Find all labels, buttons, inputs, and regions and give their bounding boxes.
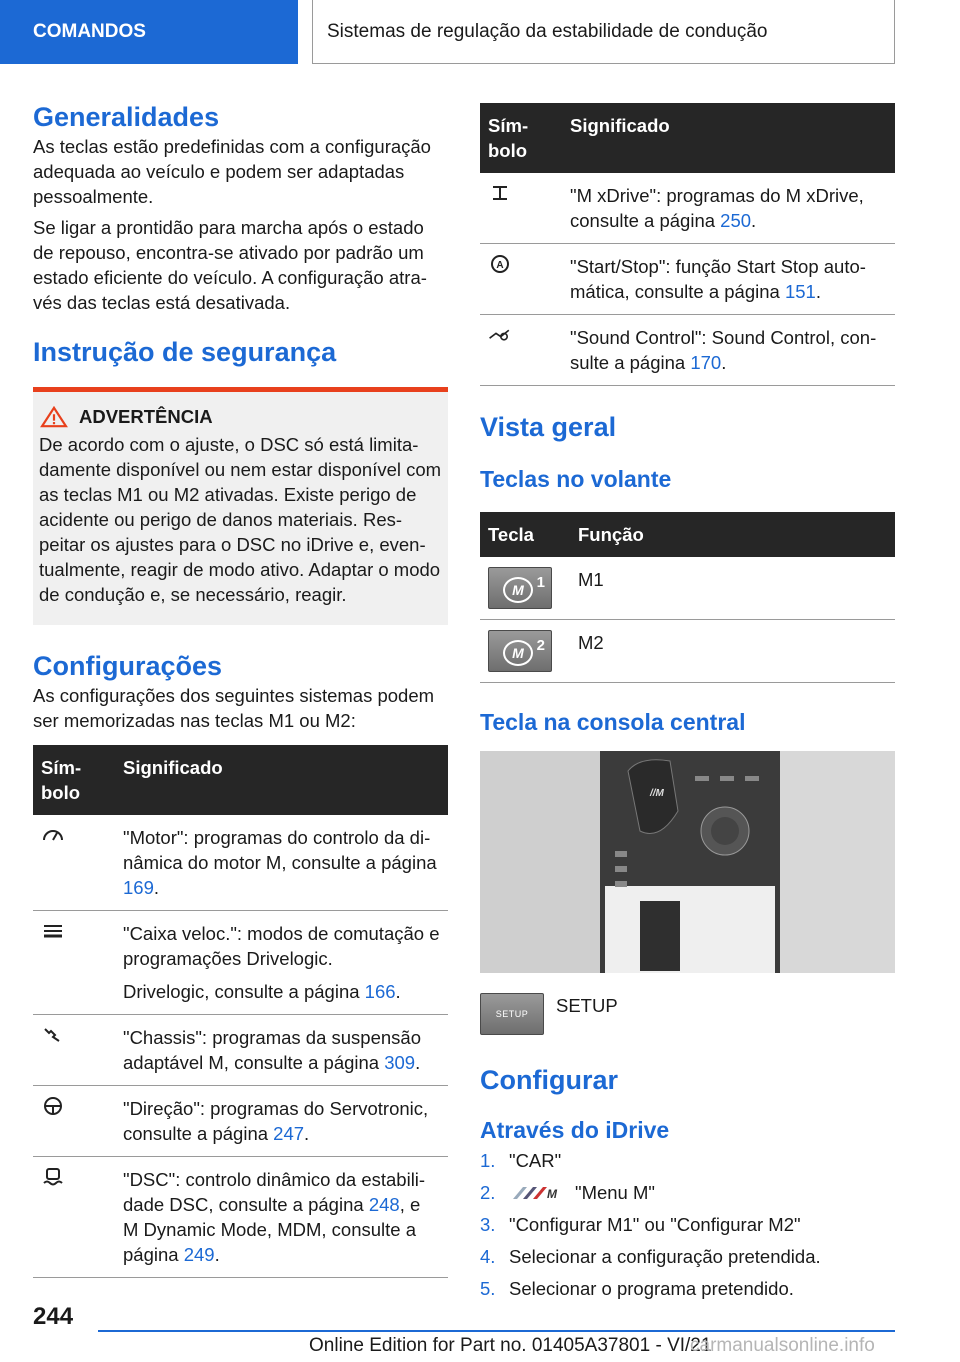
setup-key-icon: SETUP xyxy=(480,993,544,1035)
settings-table-continued xyxy=(480,103,895,386)
heading-seguranca: Instrução de segurança xyxy=(33,337,337,367)
heading-configurar: Configurar xyxy=(480,1065,618,1095)
heading-vista-geral: Vista geral xyxy=(480,412,617,442)
page-ref[interactable]: 170 xyxy=(690,352,722,373)
svg-text://M: //M xyxy=(650,788,664,799)
suspension-icon xyxy=(41,1025,65,1045)
footer-watermark: carmanualsonline.info xyxy=(690,1335,875,1356)
table-row: "DSC": controlo dinâmico da estabilidade DSC, consulte a página 248, e M Dynamic Mode, MDM, consulte a página 249. xyxy=(33,1157,448,1278)
m-menu-logo-icon xyxy=(509,1185,565,1201)
col-meaning: Significado xyxy=(115,745,448,815)
warning-header xyxy=(39,406,442,428)
footer-rule xyxy=(98,1330,895,1332)
page-ref[interactable]: 166 xyxy=(364,981,396,1002)
paragraph: As configurações dos seguintes sistemas podem ser memorizadas nas teclas M1 ou M2: xyxy=(33,685,435,731)
section-title-label: Sistemas de regulação da estabilidade de condução xyxy=(327,20,768,42)
subheading-idrive: Através do iDrive xyxy=(480,1117,670,1143)
keys-table xyxy=(480,512,895,683)
warning-title: ADVERTÊNCIA xyxy=(79,406,213,427)
left-column xyxy=(33,100,448,1278)
svg-text:A: A xyxy=(496,260,504,271)
table-row: A "Start/Stop": função Start Stop automática, consulte a página 151. xyxy=(480,244,895,315)
page-ref[interactable]: 151 xyxy=(784,281,816,302)
engine-gauge-icon xyxy=(41,825,65,845)
list-item: 1. "CAR" xyxy=(480,1150,562,1171)
table-row xyxy=(480,557,895,620)
setup-label: SETUP xyxy=(556,995,618,1016)
steps-list xyxy=(480,1145,895,1305)
steering-wheel-icon xyxy=(41,1096,65,1116)
page-ref[interactable]: 250 xyxy=(720,210,752,231)
page-ref[interactable]: 248 xyxy=(368,1194,400,1215)
center-console-photo xyxy=(480,751,895,973)
chapter-tab xyxy=(0,0,298,64)
xdrive-icon xyxy=(488,183,512,203)
chapter-label: COMANDOS xyxy=(33,21,146,42)
key-function: M2 xyxy=(570,620,895,683)
m1-key-icon: M 1 xyxy=(488,567,552,609)
table-row: "Sound Control": Sound Control, consulte a página 170. xyxy=(480,315,895,386)
table-row: "Chassis": programas da suspensão adaptável M, consulte a página 309. xyxy=(33,1015,448,1086)
table-row xyxy=(480,620,895,683)
paragraph: Se ligar a prontidão para marcha após o estado de repouso, encontra-se ativado por padrão um estado eficiente do veículo. A configuração através das teclas está desativada. xyxy=(33,217,427,313)
sound-control-icon xyxy=(488,325,512,345)
col-key: Tecla xyxy=(480,512,570,557)
section-title xyxy=(312,0,895,64)
heading-generalidades: Generalidades xyxy=(33,102,220,132)
col-symbol: Símbolo xyxy=(480,103,562,173)
list-item: 2. M "Menu M" xyxy=(480,1182,655,1203)
list-item: 3. "Configurar M1" ou "Configurar M2" xyxy=(480,1214,801,1235)
list-item: 4. Selecionar a configuração pretendida. xyxy=(480,1246,821,1267)
heading-configuracoes: Configurações xyxy=(33,651,223,681)
warning-box xyxy=(33,387,448,625)
page-ref[interactable]: 309 xyxy=(384,1052,416,1073)
subheading-consola: Tecla na consola central xyxy=(480,709,746,735)
right-column xyxy=(480,103,895,1305)
table-row: "Direção": programas do Servotronic, consulte a página 247. xyxy=(33,1086,448,1157)
subheading-teclas-volante: Teclas no volante xyxy=(480,466,672,492)
gearbox-icon xyxy=(41,921,65,941)
dsc-icon xyxy=(41,1167,65,1187)
key-function: M1 xyxy=(570,557,895,620)
page-number: 244 xyxy=(33,1303,74,1330)
m2-key-icon: M 2 xyxy=(488,630,552,672)
page-ref[interactable]: 169 xyxy=(123,877,154,898)
table-row: "Caixa veloc.": modos de comutação e programações Drivelogic. Drivelogic, consulte a página 166. xyxy=(33,911,448,1015)
svg-text:M: M xyxy=(547,1187,557,1201)
col-meaning: Significado xyxy=(562,103,895,173)
list-item: 5. Selecionar o programa pretendido. xyxy=(480,1278,794,1299)
col-symbol: Símbolo xyxy=(33,745,115,815)
page-ref[interactable]: 247 xyxy=(273,1123,305,1144)
footer-edition: Online Edition for Part no. 01405A37801 - VI/21 xyxy=(309,1335,712,1356)
paragraph: As teclas estão predefinidas com a configuração adequada ao veículo e podem ser adaptadas pessoalmente. xyxy=(33,136,431,207)
table-row: "M xDrive": programas do M xDrive, consulte a página 250. xyxy=(480,173,895,244)
warning-triangle-icon xyxy=(39,406,69,428)
start-stop-icon xyxy=(488,254,512,274)
setup-row xyxy=(480,993,895,1035)
settings-table xyxy=(33,745,448,1278)
col-function: Função xyxy=(570,512,895,557)
table-row: "Motor": programas do controlo da dinâmica do motor M, consulte a página 169. xyxy=(33,815,448,911)
console-illustration xyxy=(480,751,895,973)
page-ref[interactable]: 249 xyxy=(183,1244,215,1265)
warning-text: De acordo com o ajuste, o DSC só está limitadamente disponível ou nem estar disponível com as teclas M1 ou M2 ativadas. Existe perigo de acidente ou perigo de danos materiais. Respeitar os ajustes para o DSC no iDrive e, eventualmente, reagir de modo ativo. Adaptar o modo de condução e, se necessário, reagir. xyxy=(39,434,442,605)
